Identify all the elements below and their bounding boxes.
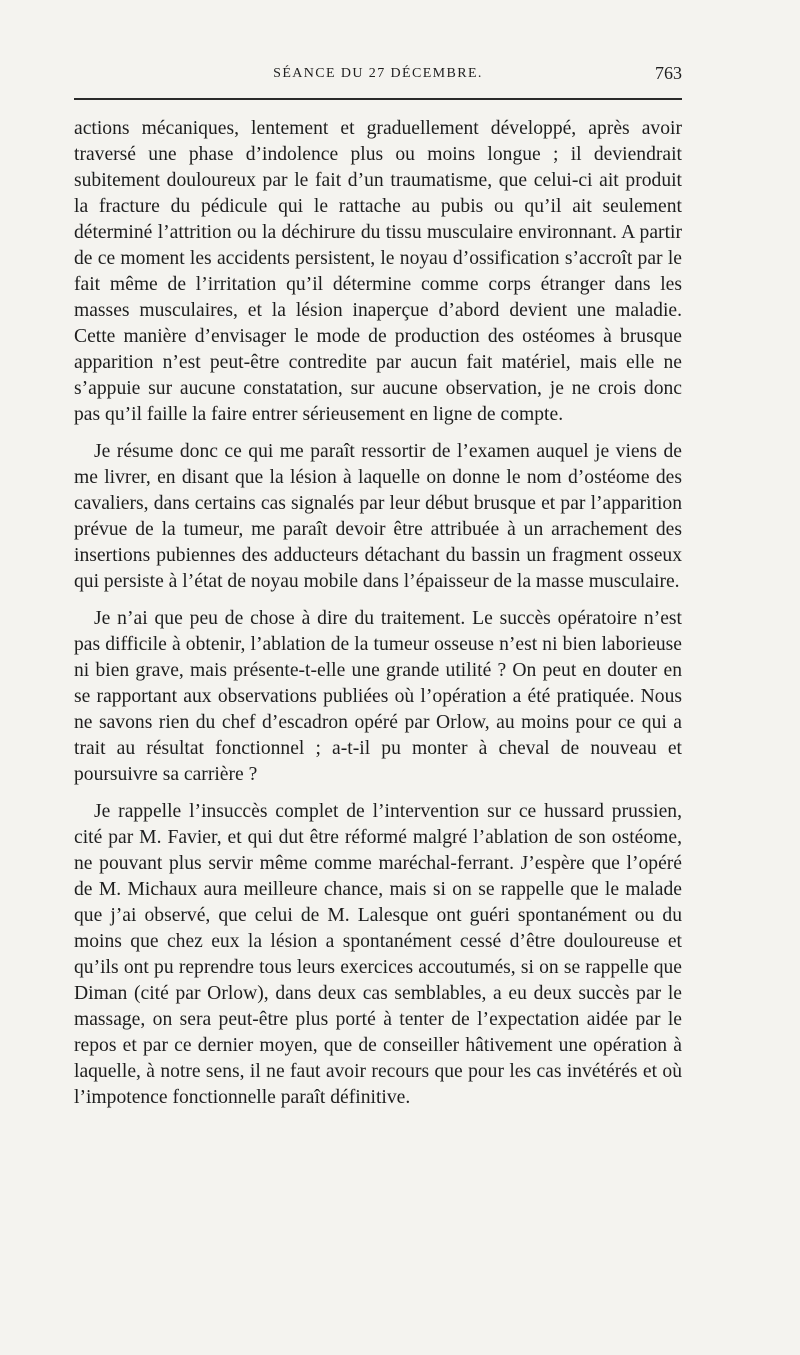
running-title: SÉANCE DU 27 DÉCEMBRE. <box>273 66 483 81</box>
paragraph: Je rappelle l’insuccès complet de l’intervention sur ce hussard prussien, cité par M. Favier, et qui dut être réformé malgré l’ablation de son ostéome, ne pouvant plus servir même comme maréchal-ferrant. J’espère que l’opéré de M. Michaux aura meilleure chance, mais si on se rappelle que le malade que j’ai observé, que celui de M. Lalesque ont guéri spontanément ou du moins que chez eux la lésion a spontanément cessé d’être douloureuse et qu’ils ont pu reprendre tous leurs exercices accoutumés, si on se rappelle que Diman (cité par Orlow), dans deux cas semblables, a eu deux succès par le massage, on sera peut-être plus porté à tenter de l’expectation aidée par le repos et par ce dernier moyen, que de conseiller hâtivement une opération à laquelle, à notre sens, il ne faut avoir recours que pour les cas invétérés et où l’impotence fonctionnelle paraît définitive. <box>74 801 682 1108</box>
paragraph: Je n’ai que peu de chose à dire du traitement. Le succès opératoire n’est pas difficile à obtenir, l’ablation de la tumeur osseuse n’est ni bien laborieuse ni bien grave, mais présente-t-elle une grande utilité ? On peut en douter en se rapportant aux observations publiées où l’opération a été pratiquée. Nous ne savons rien du chef d’escadron opéré par Orlow, au moins pour ce qui a trait au résultat fonctionnel ; a-t-il pu monter à cheval de nouveau et poursuivre sa carrière ? <box>74 608 682 785</box>
page-header <box>74 62 682 92</box>
header-rule <box>74 98 682 100</box>
paragraph: Je résume donc ce qui me paraît ressortir de l’examen auquel je viens de me livrer, en disant que la lésion à laquelle on donne le nom d’ostéome des cavaliers, dans certains cas signalés par leur début brusque et par l’apparition prévue de la tumeur, me paraît devoir être attribuée à un arrachement des insertions pubiennes des adducteurs détachant du bassin un fragment osseux qui persiste à l’état de noyau mobile dans l’épaisseur de la masse musculaire. <box>74 441 682 592</box>
page-number: 763 <box>655 63 682 83</box>
paragraph-continued: actions mécaniques, lentement et graduellement développé, après avoir traversé une phase d’indolence plus ou moins longue ; il deviendrait subitement douloureux par le fait d’un traumatisme, que celui-ci ait produit la fracture du pédicule qui le rattache au pubis ou qu’il ait seulement déterminé l’attrition ou la déchirure du tissu musculaire environnant. A partir de ce moment les accidents persistent, le noyau d’ossification s’accroît par le fait même de l’irritation qu’il détermine comme corps étranger dans les masses musculaires, et la lésion inaperçue d’abord devient une maladie. Cette manière d’envisager le mode de production des ostéomes à brusque apparition n’est peut-être contredite par aucun fait matériel, mais elle ne s’appuie sur aucune constatation, sur aucune observation, je ne crois donc pas qu’il faille la faire entrer sérieusement en ligne de compte. <box>74 118 682 425</box>
body-text <box>74 116 682 1111</box>
